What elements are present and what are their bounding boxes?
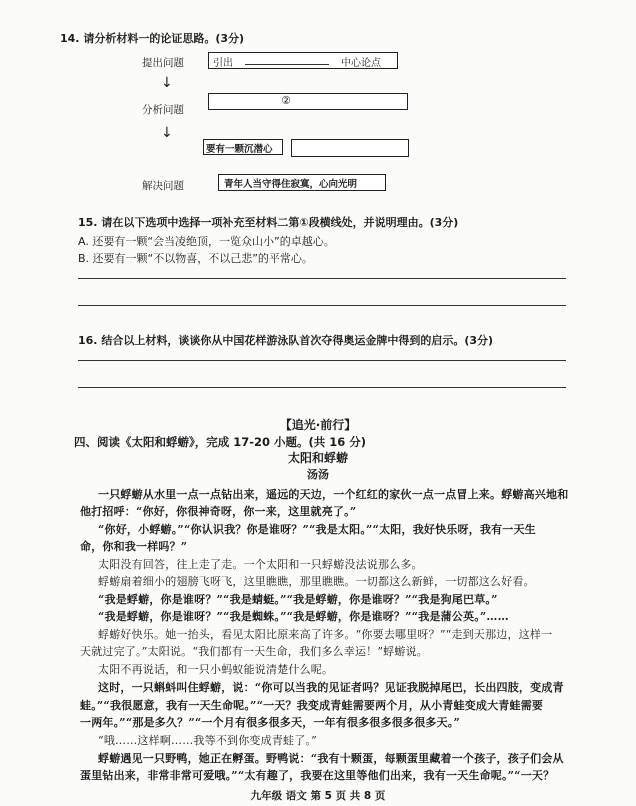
flow-box-5 [218,174,386,191]
story-line: 蛋里钻出来，非常非常可爱哦。”“太有趣了，我要在这里等他们出来，我有一天生命呢。”“一天？ [80,769,555,782]
arrow-down-icon: ↓ [161,75,173,91]
box1-blank-line [245,64,329,65]
box1-left-text: 引出 [213,58,233,69]
q15-option-a: A. 还要有一颗“会当凌绝顶，一览众山小”的卓越心。 [78,235,335,248]
flow-step-3: 解决问题 [142,180,184,192]
section-banner: 【追光·前行】 [279,418,357,432]
arrow-down-icon: ↓ [161,125,173,141]
flow-box-2 [208,93,408,110]
answer-line [78,278,566,279]
answer-line [78,360,566,361]
story-line: 太阳没有回答，往上走了走。一个太阳和一只蜉蝣没法说那么多。 [98,558,423,571]
flow-box-1 [208,52,398,69]
story-title: 太阳和蜉蝣 [287,451,348,465]
box3-text: 要有一颗沉潜心 [206,144,273,155]
story-line: 蜉蝣好快乐。她一抬头，看见太阳比原来高了许多。“你要去哪里呀？”“走到天那边，这样一 [98,628,553,641]
story-line: 蜉蝣遇见一只野鸭，她正在孵蛋。野鸭说：“我有十颗蛋，每颗蛋里藏着一个孩子，孩子们会从 [98,752,564,765]
answer-line [78,387,566,388]
flow-step-1: 提出问题 [142,57,184,69]
flow-step-2: 分析问题 [142,104,184,116]
story-line: “我是蜉蝣，你是谁呀？”“我是蜘蛛。”“我是蜉蝣，你是谁呀？”“我是蒲公英。”…… [98,610,509,623]
story-line: 命，你和我一样吗？” [80,540,188,553]
q15-option-b: B. 还要有一颗“不以物喜，不以己悲”的平常心。 [78,252,313,265]
q16-title: 16. 结合以上材料，谈谈你从中国花样游泳队首次夺得奥运金牌中得到的启示。(3分) [78,334,494,347]
story-author: 汤汤 [307,468,329,481]
story-line: 一只蜉蝣从水里一点一点钻出来，遥远的天边，一个红红的家伙一点一点冒上来。蜉蝣高兴地和 [98,488,569,501]
section-heading: 四、阅读《太阳和蜉蝣》，完成 17-20 小题。(共 16 分) [74,435,367,449]
story-line: 天就过完了。”太阳说。“我们都有一天生命，我们多么幸运！”蜉蝣说。 [80,645,428,658]
story-line: 一两年。”“那是多久？”“一个月有很多很多天，一年有很多很多很多很多天。” [80,716,461,729]
flow-box-3 [203,139,283,155]
box2-mark: ② [281,94,291,107]
box5-text: 青年人当守得住寂寞，心向光明 [224,179,358,190]
story-line: “我是蜉蝣，你是谁呀？”“我是蜻蜓。”“我是蜉蝣，你是谁呀？”“我是狗尾巴草。” [98,593,498,606]
box1-right-text: 中心论点 [341,58,381,69]
flow-box-4-blank [291,139,409,157]
story-line: 他打招呼：“你好，你很神奇呀，你一来，这里就亮了。” [80,505,357,518]
story-line: 蛙。”“我很愿意，我有一天生命呢。”“一天？我变成青蛙需要两个月，从小青蛙变成大青蛙需要 [80,699,544,712]
story-line: “哦……这样啊……我等不到你变成青蛙了。” [98,734,317,747]
story-line: “你好，小蜉蝣。”“你认识我？你是谁呀？”“我是太阳。”“太阳，我好快乐呀，我有一天生 [98,523,536,536]
story-line: 太阳不再说话，和一只小蚂蚁能说清楚什么呢。 [98,663,334,676]
page-footer: 九年级 语文 第 5 页 共 8 页 [250,790,386,802]
story-line: 蜉蝣扇着细小的翅膀飞呀飞，这里瞧瞧，那里瞧瞧。一切都这么新鲜，一切都这么好看。 [98,575,535,588]
q15-title: 15. 请在以下选项中选择一项补充至材料二第①段横线处，并说明理由。(3分) [78,216,459,229]
q14-title: 14. 请分析材料一的论证思路。(3分) [60,32,245,45]
answer-line [78,305,566,306]
story-line: 这时，一只蝌蚪叫住蜉蝣，说：“你可以当我的见证者吗？见证我脱掉尾巴，长出四肢，变成青 [98,681,564,694]
